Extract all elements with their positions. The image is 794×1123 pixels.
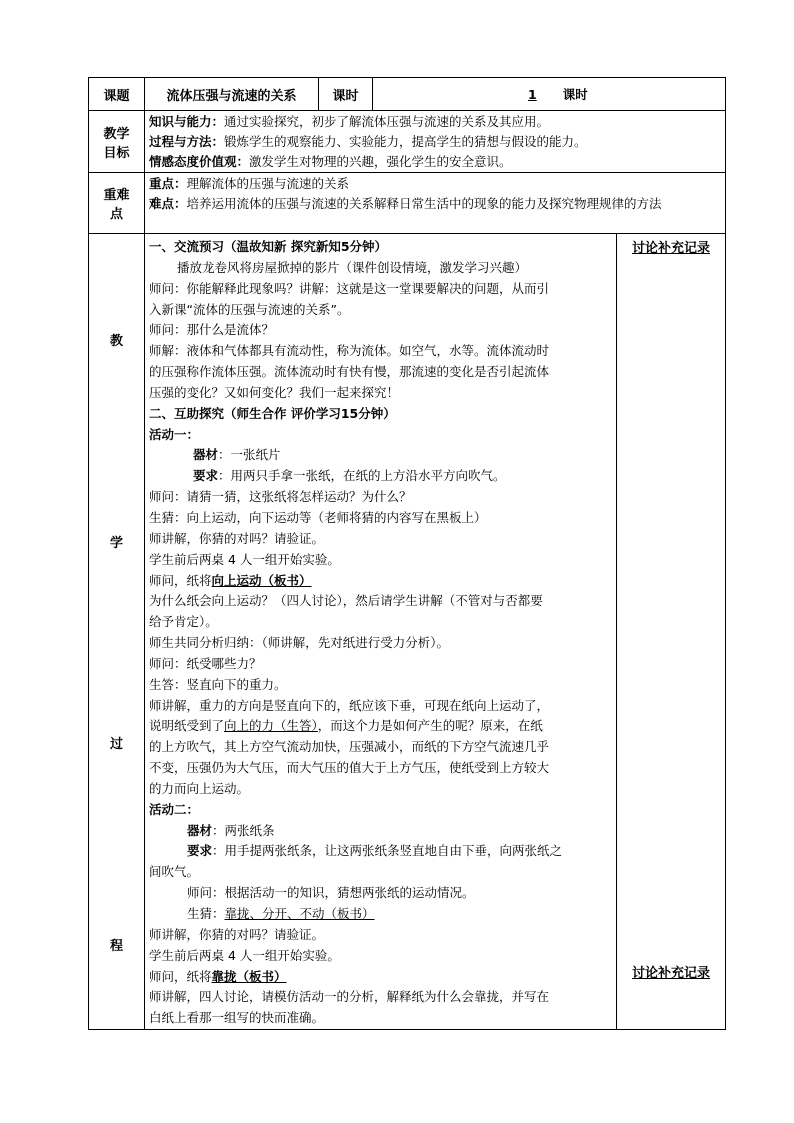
s1-line2: 师问：你能解释此现象吗？讲解：这就是这一堂课要解决的问题，从而引 xyxy=(149,280,550,296)
notes-label-bottom: 讨论补充记录 xyxy=(631,966,710,981)
a1-line6: 为什么纸会向上运动？（四人讨论），然后请学生讲解（不管对与否都要 xyxy=(149,593,543,609)
process-label-cell xyxy=(89,234,145,1030)
goals-row xyxy=(89,111,726,173)
process-row xyxy=(89,234,726,1030)
period-unit: 课时 xyxy=(562,87,588,102)
a1-line5: 师问，纸将向上运动（板书） xyxy=(149,572,312,588)
goals-content xyxy=(145,111,726,173)
s1-line4: 师问：那什么是流体？ xyxy=(149,322,275,338)
a1-line13: 的上方吹气，其上方空气流动加快，压强减小，而纸的下方空气流速几乎 xyxy=(149,739,550,755)
a1-line11: 师讲解，重力的方向是竖直向下的，纸应该下垂，可现在纸向上运动了， xyxy=(149,697,550,713)
period-label: 课时 xyxy=(319,78,373,111)
s1-line1: 播放龙卷风将房屋掀掉的影片（课件创设情境，激发学习兴趣） xyxy=(177,259,528,275)
topic-label: 课题 xyxy=(89,78,145,111)
goal-knowledge: 知识与能力：通过实验探究，初步了解流体压强与流速的关系及其应用。 xyxy=(149,114,550,129)
a1-line14: 不变，压强仍为大气压，而大气压的值大于上方气压，使纸受到上方较大 xyxy=(149,760,550,776)
a1-line9: 师问：纸受哪些力？ xyxy=(149,655,262,671)
period-number: 1 xyxy=(528,87,537,102)
section1-title: 一、交流预习（温故知新 探究新知5分钟） xyxy=(149,239,388,254)
a1-line1: 师问：请猜一猜，这张纸将怎样运动？为什么？ xyxy=(149,489,412,505)
a1-line4: 学生前后两桌 4 人一组开始实验。 xyxy=(149,551,340,567)
process-content xyxy=(145,234,617,1030)
difficulty-content xyxy=(145,173,726,234)
difficulty-row xyxy=(89,173,726,234)
notes-cell xyxy=(617,234,726,1030)
goal-attitude: 情感态度价值观：激发学生对物理的兴趣，强化学生的安全意识。 xyxy=(149,154,512,169)
section2-title: 二、互助探究（师生合作 评价学习15分钟） xyxy=(149,405,396,421)
goals-label: 教学 目标 xyxy=(89,111,145,173)
s1-line3: 入新课“流体的压强与流速的关系”。 xyxy=(149,301,350,317)
notes-label-top: 讨论补充记录 xyxy=(631,241,710,256)
goal-process: 过程与方法：锻炼学生的观察能力、实验能力，提高学生的猜想与假设的能力。 xyxy=(149,134,587,149)
a1-line2: 生猜：向上运动，向下运动等（老师将猜的内容写在黑板上） xyxy=(149,509,487,525)
a1-line8: 师生共同分析归纳：（师讲解，先对纸进行受力分析）。 xyxy=(149,635,450,651)
a1-requirement: 要求：用两只手拿一张纸，在纸的上方沿水平方向吹气。 xyxy=(193,468,506,484)
activity2-title: 活动二： xyxy=(149,801,200,817)
a2-line2: 生猜：靠拢、分开、不动（板书） xyxy=(187,906,375,921)
a1-line12: 说明纸受到了向上的力（生答），而这个力是如何产生的呢？原来，在纸 xyxy=(149,718,543,734)
hard-point: 难点：培养运用流体的压强与流速的关系解释日常生活中的现象的能力及探究物理规律的方法 xyxy=(149,196,662,211)
a2-material: 器材：两张纸条 xyxy=(187,822,275,838)
topic-value: 流体压强与流速的关系 xyxy=(145,78,319,111)
a2-line6: 师讲解，四人讨论，请模仿活动一的分析，解释纸为什么会靠拢，并写在 xyxy=(149,989,550,1005)
s1-line5: 师解：液体和气体都具有流动性，称为流体。如空气，水等。流体流动时 xyxy=(149,343,550,359)
lesson-plan-table xyxy=(88,77,726,1030)
a2-line1: 师问：根据活动一的知识，猜想两张纸的运动情况。 xyxy=(187,885,475,901)
a1-line3: 师讲解，你猜的对吗？请验证。 xyxy=(149,530,325,546)
header-row xyxy=(89,78,726,111)
s1-line6: 的压强称作流体压强。流体流动时有快有慢，那流速的变化是否引起流体 xyxy=(149,364,550,380)
key-point: 重点：理解流体的压强与流速的关系 xyxy=(149,176,350,191)
a1-material: 器材：一张纸片 xyxy=(193,447,281,463)
a2-line4: 学生前后两桌 4 人一组开始实验。 xyxy=(149,947,340,963)
a1-line7: 给予肯定）。 xyxy=(149,614,218,630)
period-value xyxy=(373,78,726,111)
a2-line7: 白纸上看那一组写的快而准确。 xyxy=(149,1010,325,1026)
difficulty-label: 重难 点 xyxy=(89,173,145,234)
a1-line15: 的力而向上运动。 xyxy=(149,780,250,796)
process-vertical-label: 教 学 过 程 xyxy=(109,334,123,954)
activity1-title: 活动一： xyxy=(149,426,200,442)
a1-line10: 生答：竖直向下的重力。 xyxy=(149,676,287,692)
s1-line7: 压强的变化？又如何变化？我们一起来探究！ xyxy=(149,384,400,400)
a2-requirement: 要求：用手提两张纸条，让这两张纸条竖直地自由下垂，向两张纸之 xyxy=(187,843,563,859)
a2-requirement-cont: 间吹气。 xyxy=(149,864,200,880)
a2-line3: 师讲解，你猜的对吗？请验证。 xyxy=(149,926,325,942)
a2-line5: 师问，纸将靠拢（板书） xyxy=(149,968,287,984)
